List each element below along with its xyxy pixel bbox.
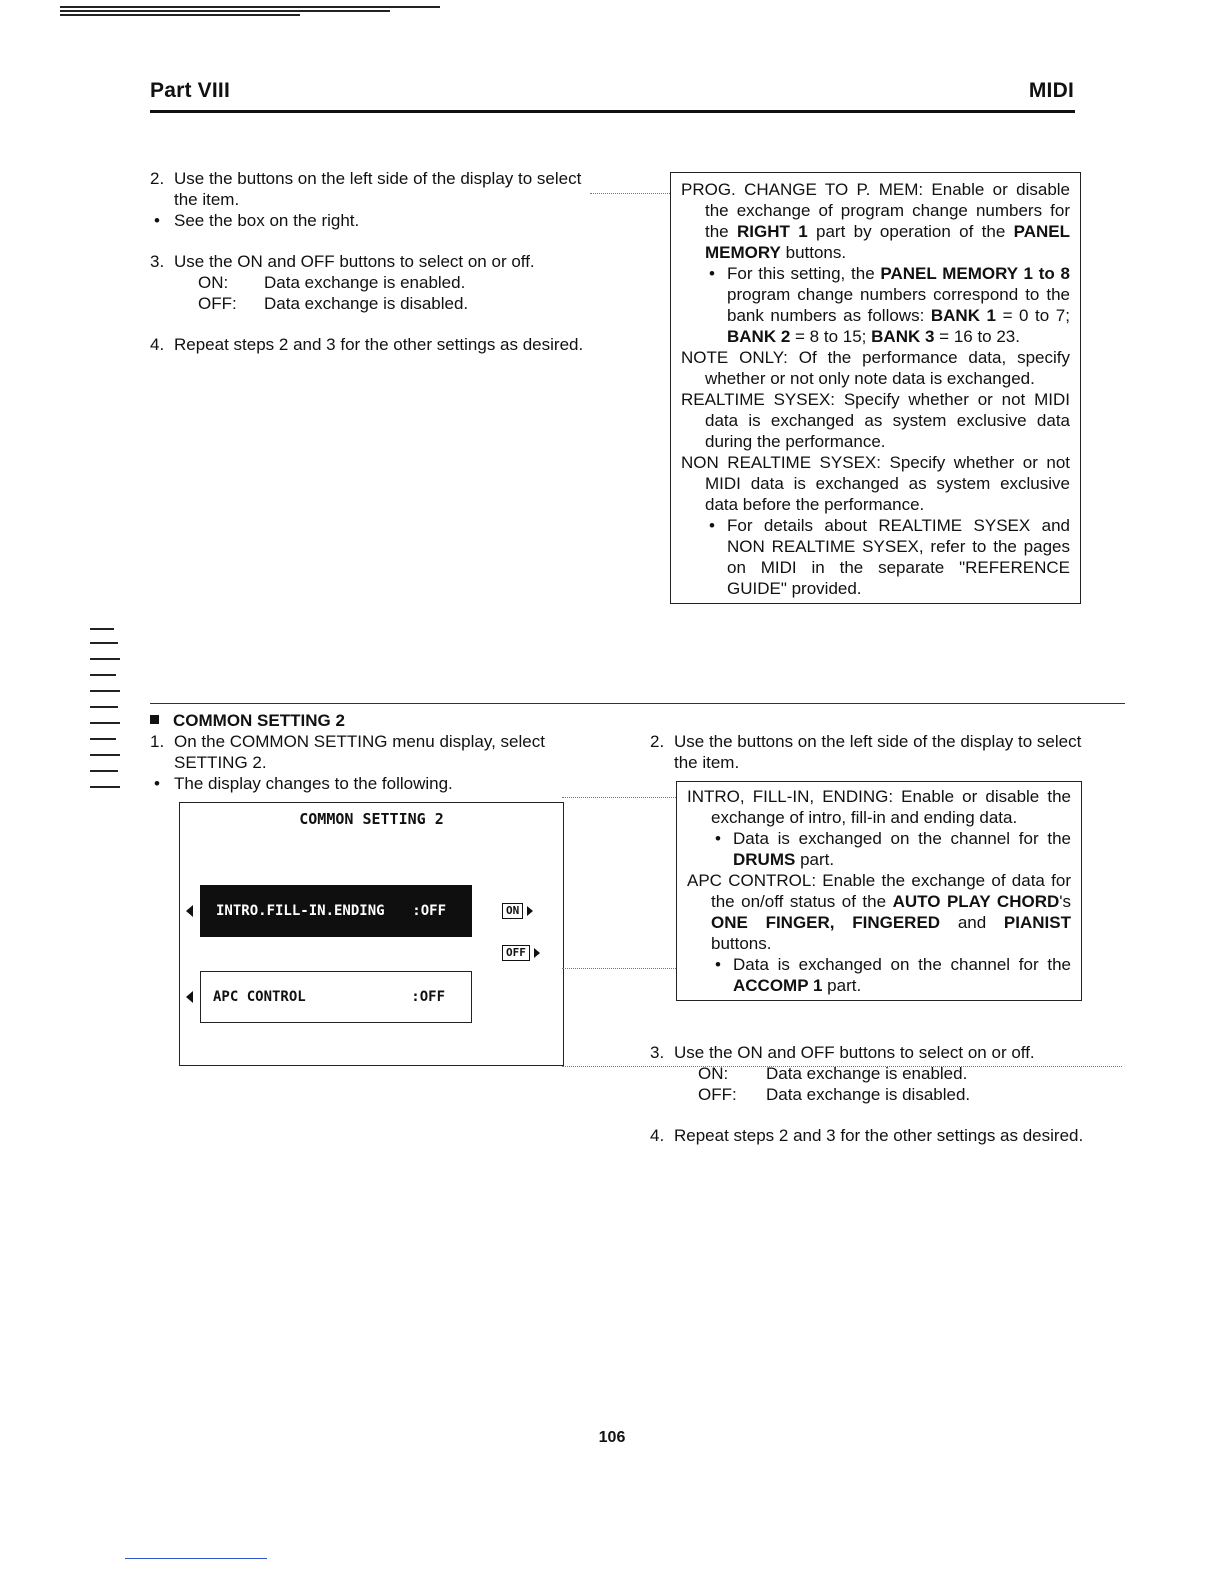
step-number: 2. bbox=[150, 169, 165, 188]
lower-left-column bbox=[150, 731, 590, 794]
section-title: COMMON SETTING 2 bbox=[150, 710, 345, 731]
lcd-item-intro-fill-ending[interactable] bbox=[200, 885, 472, 937]
bullet-text: See the box on the right. bbox=[174, 211, 360, 230]
lcd-item-value: :OFF bbox=[411, 988, 445, 1005]
header-rule bbox=[150, 110, 1075, 113]
scan-artifact bbox=[60, 6, 440, 18]
lower-right-step-2 bbox=[650, 731, 1085, 773]
intro-fill-ending-description: INTRO, FILL-IN, ENDING: Enable or disable the exchange of intro, fill-in and ending data. bbox=[687, 787, 1071, 827]
on-key: ON: bbox=[698, 1064, 729, 1083]
apc-control-description: APC CONTROL: Enable the exchange of data for the on/off status of the AUTO PLAY CHORD's ONE FINGER, FINGERED and PIANIST buttons. bbox=[687, 871, 1071, 953]
off-key: OFF: bbox=[698, 1085, 737, 1104]
non-realtime-sysex-description: NON REALTIME SYSEX: Specify whether or not MIDI data is exchanged as system exclusive data before the performance. bbox=[681, 453, 1070, 514]
accomp-note: • Data is exchanged on the channel for the ACCOMP 1 part. bbox=[715, 955, 1071, 995]
step-3 bbox=[650, 1042, 1085, 1063]
scan-artifact bbox=[90, 628, 122, 808]
step-number: 4. bbox=[150, 335, 165, 354]
on-key: ON: bbox=[198, 273, 229, 292]
realtime-sysex-description: REALTIME SYSEX: Specify whether or not MIDI data is exchanged as system exclusive data during the performance. bbox=[681, 390, 1070, 451]
on-text: Data exchange is enabled. bbox=[766, 1064, 968, 1083]
section-rule bbox=[150, 703, 1125, 704]
arrow-left-icon bbox=[186, 991, 193, 1003]
step-text: On the COMMON SETTING menu display, select SETTING 2. bbox=[174, 732, 545, 772]
lcd-display bbox=[179, 802, 564, 1066]
arrow-right-icon bbox=[534, 948, 540, 958]
on-text: Data exchange is enabled. bbox=[264, 273, 466, 292]
step-text: Use the ON and OFF buttons to select on or off. bbox=[674, 1043, 1035, 1062]
leader-line bbox=[590, 193, 670, 194]
step-text: Use the ON and OFF buttons to select on or off. bbox=[174, 252, 535, 271]
step-3 bbox=[150, 251, 590, 272]
step-text: Repeat steps 2 and 3 for the other settings as desired. bbox=[174, 335, 584, 354]
off-description bbox=[650, 1084, 1085, 1105]
on-description bbox=[650, 1063, 1085, 1084]
step-text: Use the buttons on the left side of the display to select the item. bbox=[674, 732, 1082, 772]
off-button[interactable]: OFF bbox=[502, 945, 540, 961]
step-text: Use the buttons on the left side of the display to select the item. bbox=[174, 169, 582, 209]
bullet-text: The display changes to the following. bbox=[174, 774, 453, 793]
settings-description-box bbox=[676, 781, 1082, 1001]
reference-note: • For details about REALTIME SYSEX and NON REALTIME SYSEX, refer to the pages on MIDI in the separate "REFERENCE GUIDE" provided. bbox=[709, 516, 1070, 598]
bank-note: • For this setting, the PANEL MEMORY 1 to 8 program change numbers correspond to the bank numbers as follows: BANK 1 = 0 to 7; BANK 2 = 8 to 15; BANK 3 = 16 to 23. bbox=[709, 264, 1070, 346]
part-heading: Part VIII bbox=[150, 79, 230, 102]
bullet-item: • The display changes to the following. bbox=[154, 774, 453, 793]
on-description bbox=[150, 272, 590, 293]
step-number: 2. bbox=[650, 732, 665, 751]
step-4 bbox=[650, 1125, 1085, 1146]
bullet-item: • See the box on the right. bbox=[154, 211, 360, 230]
arrow-left-icon bbox=[186, 905, 193, 917]
leader-line bbox=[562, 797, 676, 798]
drums-note: • Data is exchanged on the channel for the DRUMS part. bbox=[715, 829, 1071, 869]
arrow-right-icon bbox=[527, 906, 533, 916]
step-number: 1. bbox=[150, 732, 165, 751]
lcd-item-label: APC CONTROL bbox=[213, 988, 306, 1005]
lower-right-steps bbox=[650, 1042, 1085, 1146]
off-description bbox=[150, 293, 590, 314]
lcd-item-label: INTRO.FILL-IN.ENDING bbox=[216, 902, 385, 919]
prog-change-description: PROG. CHANGE TO P. MEM: Enable or disable the exchange of program change numbers for the RIGHT 1 part by operation of the PANEL MEMORY buttons. bbox=[681, 180, 1071, 262]
step-2 bbox=[150, 168, 590, 210]
step-number: 3. bbox=[650, 1043, 665, 1062]
lcd-item-apc-control[interactable] bbox=[200, 971, 472, 1023]
lcd-item-value: :OFF bbox=[412, 902, 446, 919]
settings-description-box bbox=[670, 172, 1081, 604]
step-1 bbox=[150, 731, 590, 773]
leader-line bbox=[562, 968, 676, 969]
scan-artifact bbox=[125, 1558, 267, 1559]
step-number: 3. bbox=[150, 252, 165, 271]
step-2 bbox=[650, 731, 1085, 773]
note-only-description: NOTE ONLY: Of the performance data, specify whether or not only note data is exchanged. bbox=[681, 348, 1070, 388]
topic-heading: MIDI bbox=[1028, 79, 1074, 102]
lcd-title: COMMON SETTING 2 bbox=[299, 810, 444, 828]
page-number: 106 bbox=[598, 1429, 626, 1446]
off-text: Data exchange is disabled. bbox=[264, 294, 469, 313]
step-text: Repeat steps 2 and 3 for the other settings as desired. bbox=[674, 1126, 1084, 1145]
step-4 bbox=[150, 334, 590, 355]
step-number: 4. bbox=[650, 1126, 665, 1145]
off-key: OFF: bbox=[198, 294, 237, 313]
upper-left-column bbox=[150, 168, 590, 355]
on-button[interactable]: ON bbox=[502, 903, 533, 919]
off-text: Data exchange is disabled. bbox=[766, 1085, 971, 1104]
